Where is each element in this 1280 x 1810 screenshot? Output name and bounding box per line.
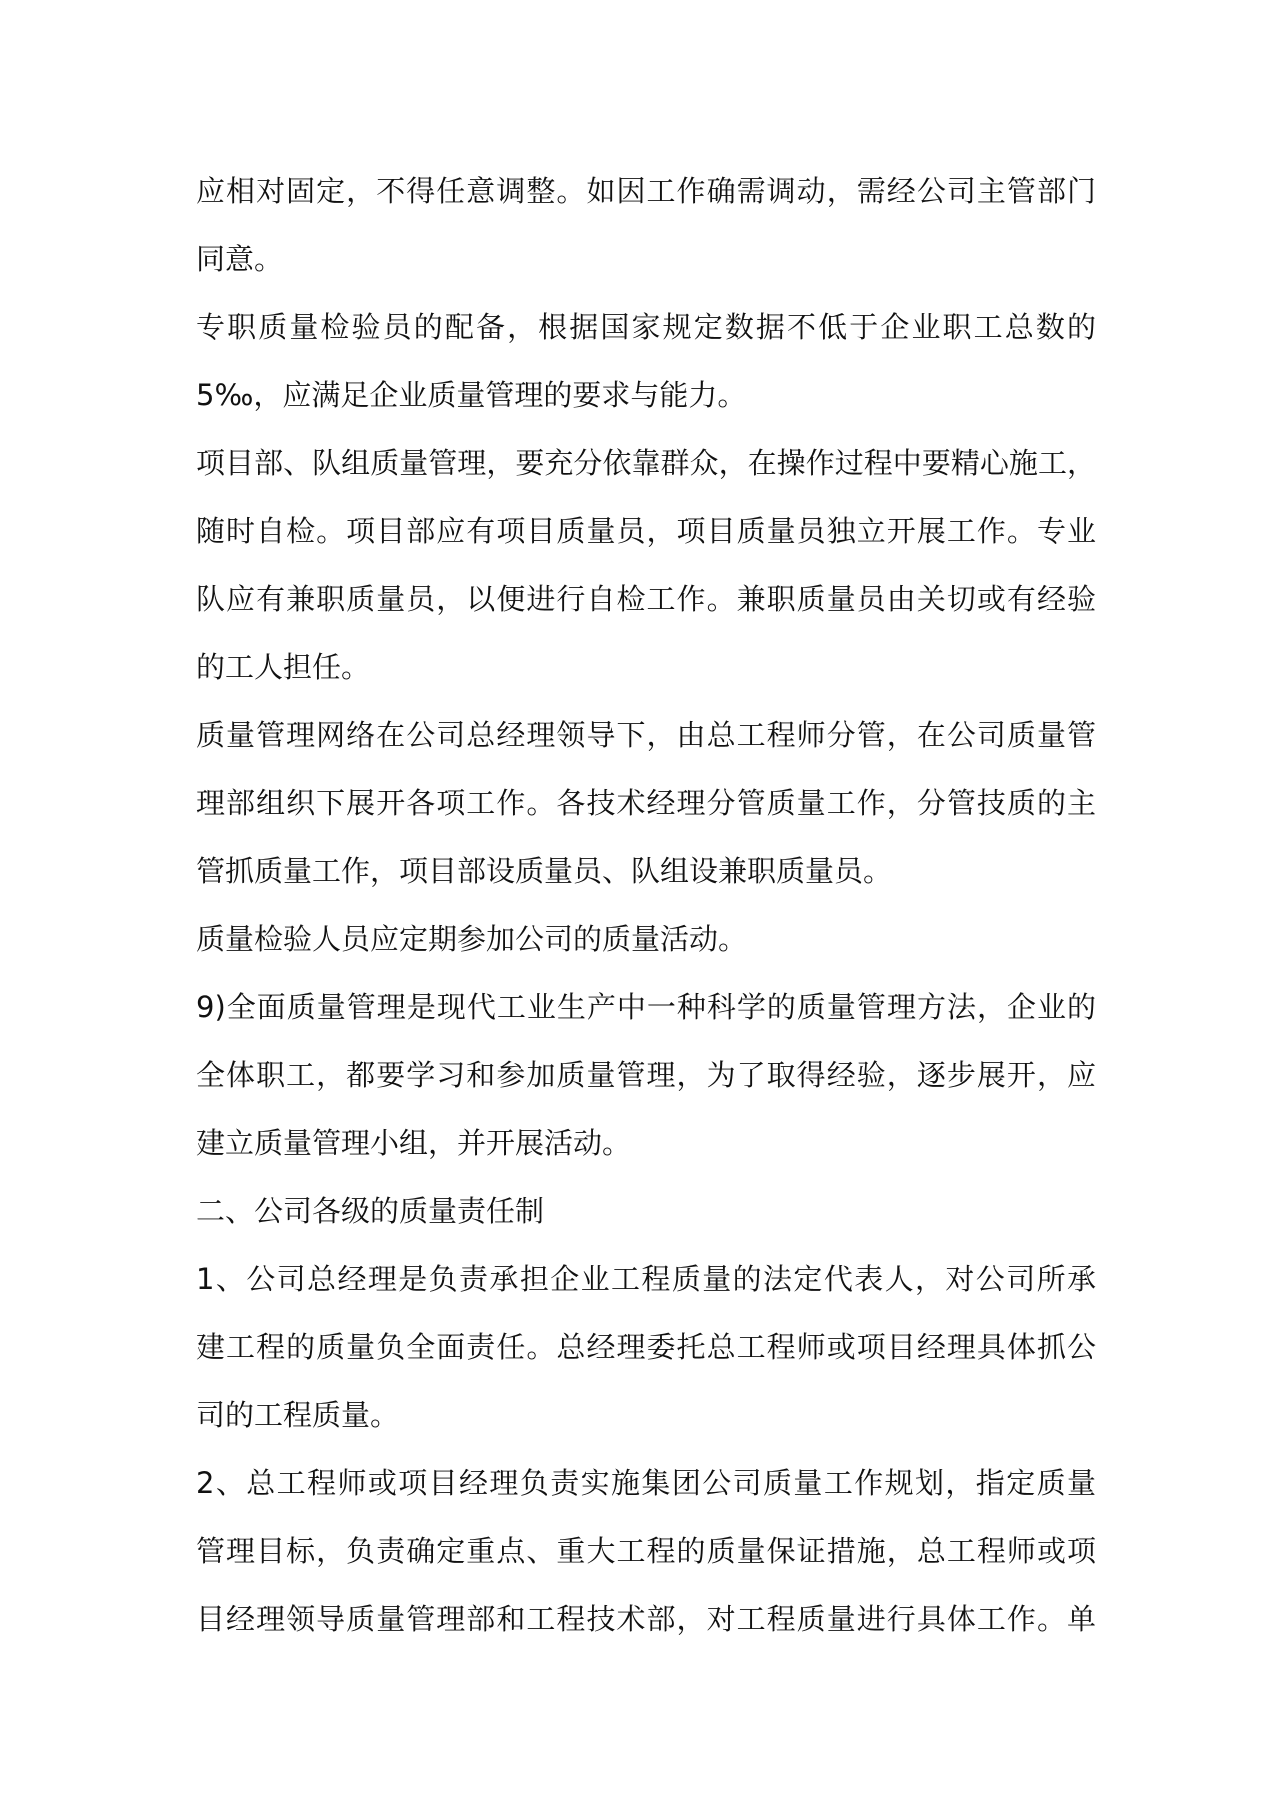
section-heading: 二、公司各级的质量责任制 bbox=[196, 1194, 545, 1228]
text-line: 项目部、队组质量管理，要充分依靠群众，在操作过程中要精心施工， bbox=[196, 446, 1096, 480]
document-body bbox=[196, 157, 1096, 1653]
text-line: 队应有兼职质量员，以便进行自检工作。兼职质量员由关切或有经验 bbox=[196, 582, 1096, 616]
text-line: 建工程的质量负全面责任。总经理委托总工程师或项目经理具体抓公 bbox=[196, 1330, 1096, 1364]
text-line: 2、总工程师或项目经理负责实施集团公司质量工作规划，指定质量 bbox=[196, 1466, 1096, 1500]
text-line: 同意。 bbox=[196, 242, 284, 276]
text-line: 建立质量管理小组，并开展活动。 bbox=[196, 1126, 632, 1160]
text-line: 管抓质量工作，项目部设质量员、队组设兼职质量员。 bbox=[196, 854, 893, 888]
text-line: 应相对固定，不得任意调整。如因工作确需调动，需经公司主管部门 bbox=[196, 174, 1096, 208]
text-line: 5‰，应满足企业质量管理的要求与能力。 bbox=[196, 378, 747, 412]
text-line: 质量检验人员应定期参加公司的质量活动。 bbox=[196, 922, 748, 956]
text-line: 的工人担任。 bbox=[196, 650, 371, 684]
text-line: 质量管理网络在公司总经理领导下，由总工程师分管，在公司质量管 bbox=[196, 718, 1096, 752]
text-line: 9)全面质量管理是现代工业生产中一种科学的质量管理方法，企业的 bbox=[196, 990, 1096, 1024]
text-line: 司的工程质量。 bbox=[196, 1398, 400, 1432]
text-line: 1、公司总经理是负责承担企业工程质量的法定代表人，对公司所承 bbox=[196, 1262, 1096, 1296]
text-line: 目经理领导质量管理部和工程技术部，对工程质量进行具体工作。单 bbox=[196, 1602, 1096, 1636]
text-line: 全体职工，都要学习和参加质量管理，为了取得经验，逐步展开，应 bbox=[196, 1058, 1096, 1092]
text-line: 专职质量检验员的配备，根据国家规定数据不低于企业职工总数的 bbox=[196, 310, 1096, 344]
text-line: 随时自检。项目部应有项目质量员，项目质量员独立开展工作。专业 bbox=[196, 514, 1096, 548]
text-line: 管理目标，负责确定重点、重大工程的质量保证措施，总工程师或项 bbox=[196, 1534, 1096, 1568]
text-line: 理部组织下展开各项工作。各技术经理分管质量工作，分管技质的主 bbox=[196, 786, 1096, 820]
